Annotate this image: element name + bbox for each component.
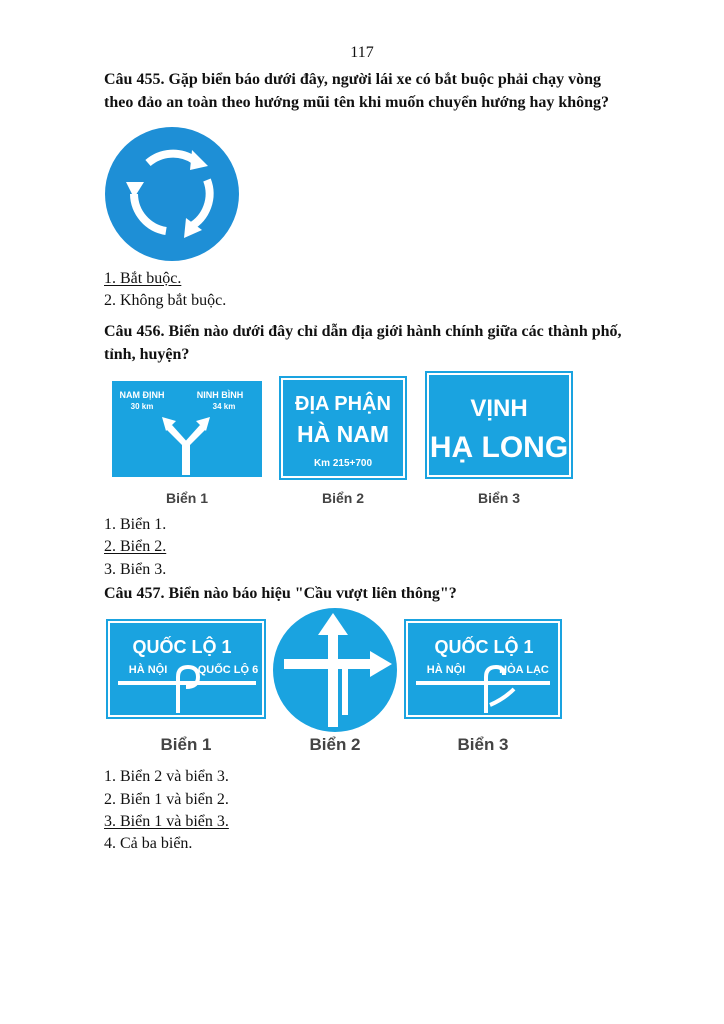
- q456-option-3[interactable]: 3. Biển 3.: [104, 561, 167, 578]
- question-455: [104, 68, 664, 114]
- question-455-line2: theo đảo an toàn theo hướng mũi tên khi muốn chuyển hướng hay không?: [104, 94, 610, 111]
- q457-sign3-title: QUỐC LỘ 1: [434, 637, 534, 657]
- q456-option-1[interactable]: 1. Biển 1.: [104, 516, 167, 533]
- q457-sign3-left: HÀ NỘI: [426, 664, 466, 676]
- q456-sign3-line1: VỊNH: [470, 395, 528, 422]
- q456-sign3-line2: HẠ LONG: [429, 431, 569, 464]
- q457-option-3[interactable]: 3. Biển 1 và biển 3.: [104, 813, 229, 830]
- q456-sign1-right: NINH BÌNH: [196, 390, 244, 400]
- roundabout-sign: [104, 126, 240, 262]
- question-456-line2: tỉnh, huyện?: [104, 346, 190, 363]
- q456-sign1-right-km: 34 km: [212, 402, 236, 411]
- q457-sign3-right: HÒA LẠC: [499, 664, 549, 676]
- question-457-line1: Câu 457. Biển nào báo hiệu "Cầu vượt liên thông"?: [104, 585, 457, 602]
- q457-sign-1: [106, 619, 266, 719]
- q457-caption-3: Biển 3: [457, 735, 509, 754]
- q457-sign1-left: HÀ NỘI: [128, 664, 168, 676]
- q456-sign-1: [112, 381, 262, 477]
- q457-sign-2: [272, 607, 398, 733]
- q457-sign-3: [404, 619, 562, 719]
- q456-option-2[interactable]: 2. Biển 2.: [104, 538, 167, 555]
- q456-sign-3: [425, 371, 573, 479]
- q456-sign1-left-km: 30 km: [130, 402, 154, 411]
- question-455-line1: Câu 455. Gặp biển báo dưới đây, người lái xe có bắt buộc phải chạy vòng: [104, 71, 602, 88]
- q456-caption-2: Biển 2: [321, 490, 364, 506]
- question-456: [104, 320, 664, 366]
- q456-sign1-left: NAM ĐỊNH: [119, 390, 165, 400]
- q456-sign2-line1: ĐỊA PHẬN: [295, 393, 391, 415]
- q457-caption-2: Biển 2: [309, 735, 361, 754]
- q457-caption-1: Biển 1: [160, 735, 212, 754]
- q457-sign1-right: QUỐC LỘ 6: [197, 664, 259, 676]
- q457-sign1-title: QUỐC LỘ 1: [132, 637, 232, 657]
- q457-option-4[interactable]: 4. Cả ba biển.: [104, 835, 193, 852]
- page-number: 117: [350, 44, 374, 61]
- question-457: [104, 582, 664, 605]
- q457-option-2[interactable]: 2. Biển 1 và biển 2.: [104, 791, 229, 808]
- q456-sign2-line2: HÀ NAM: [297, 421, 389, 447]
- q455-option-1[interactable]: 1. Bắt buộc.: [104, 270, 182, 287]
- q456-sign2-km: Km 215+700: [313, 458, 373, 469]
- question-456-line1: Câu 456. Biển nào dưới đây chỉ dẫn địa giới hành chính giữa các thành phố,: [104, 323, 622, 340]
- q456-caption-1: Biển 1: [165, 490, 208, 506]
- q457-option-1[interactable]: 1. Biển 2 và biển 3.: [104, 768, 229, 785]
- q456-caption-3: Biển 3: [477, 490, 520, 506]
- q456-sign-2: [279, 376, 407, 480]
- q455-option-2[interactable]: 2. Không bắt buộc.: [104, 292, 227, 309]
